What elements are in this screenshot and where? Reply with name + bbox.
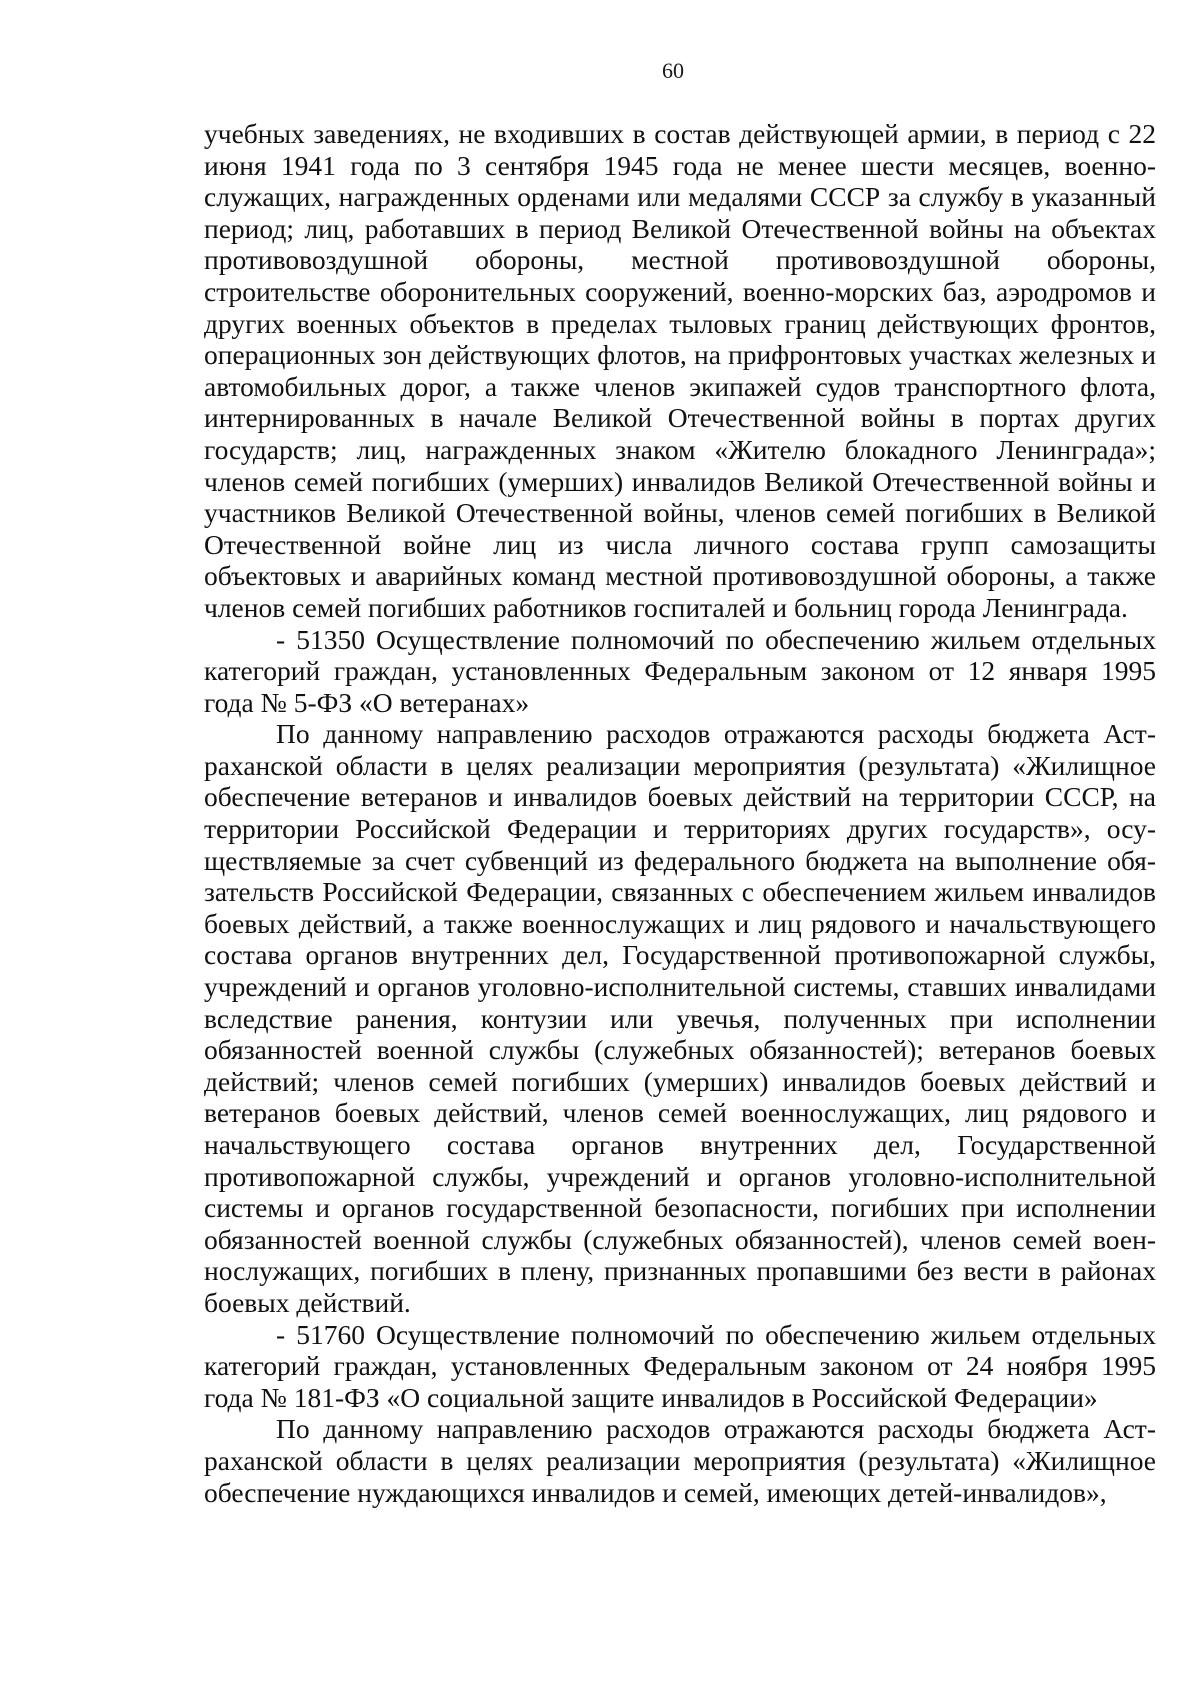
page-number: 60	[662, 58, 684, 83]
paragraph-item-51760: - 51760 Осуществление полномочий по обеспечению жильем отдельных категорий граждан, установленных Федеральным законом от 24 ноября 1995 года № 181-ФЗ «О социальной защите инвалидов в Российской Федерации»	[204, 1318, 1156, 1413]
paragraph-continuation: учебных заведениях, не входивших в состав действующей армии, в период с 22 июня 1941 года по 3 сентября 1945 года не менее шести месяцев, военнослужащих, награжденных орденами или медалями СССР за службу в указанный период; лиц, работавших в период Великой Отечественной войны на объектах противовоздушной обороны, местной противовоздушной обороны, строительстве оборонительных сооружений, военно-морских баз, аэродромов и других военных объектов в пределах тыловых границ действующих фронтов, операционных зон действующих флотов, на прифронтовых участках железных и автомобильных дорог, а также членов экипажей судов транспортного флота, интернированных в начале Великой Отечественной войны в портах других государств; лиц, награжденных знаком «Жителю блокадного Ленинграда»; членов семей погибших (умерших) инвалидов Великой Отечественной войны и участников Великой Отечественной войны, членов семей погибших в Великой Отечественной войне лиц из числа личного состава групп самозащиты объектовых и аварийных команд местной противовоздушной обороны, а также членов семей погибших работников госпиталей и больниц города Ленинграда.	[204, 118, 1156, 623]
paragraph-51760-description: По данному направлению расходов отражаются расходы бюджета Астраханской области в целях реализации мероприятия (результата) «Жилищное обеспечение нуждающихся инвалидов и семей, имеющих детей-инвалидов»,	[204, 1413, 1156, 1508]
paragraph-51350-description: По данному направлению расходов отражаются расходы бюджета Астраханской области в целях реализации мероприятия (результата) «Жилищное обеспечение ветеранов и инвалидов боевых действий на территории СССР, на территории Российской Федерации и территориях других государств», осуществляемые за счет субвенций из федерального бюджета на выполнение обязательств Российской Федерации, связанных с обеспечением жильем инвалидов боевых действий, а также военнослужащих и лиц рядового и начальствующего состава органов внутренних дел, Государственной противопожарной службы, учреждений и органов уголовно-исполнительной системы, ставших инвалидами вследствие ранения, контузии или увечья, полученных при исполнении обязанностей военной службы (служебных обязанностей); ветеранов боевых действий; членов семей погибших (умерших) инвалидов боевых действий и ветеранов боевых действий, членов семей военнослужащих, лиц рядового и начальствующего состава органов внутренних дел, Государственной противопожарной службы, учреждений и органов уголовно-исполнительной системы и органов государственной безопасности, погибших при исполнении обязанностей военной службы (служебных обязанностей), членов семей военнослужащих, погибших в плену, признанных пропавшими без вести в районах боевых действий.	[204, 718, 1156, 1318]
document-body	[204, 118, 1156, 1508]
paragraph-item-51350: - 51350 Осуществление полномочий по обеспечению жильем отдельных категорий граждан, установленных Федеральным законом от 12 января 1995 года № 5-ФЗ «О ветеранах»	[204, 623, 1156, 718]
